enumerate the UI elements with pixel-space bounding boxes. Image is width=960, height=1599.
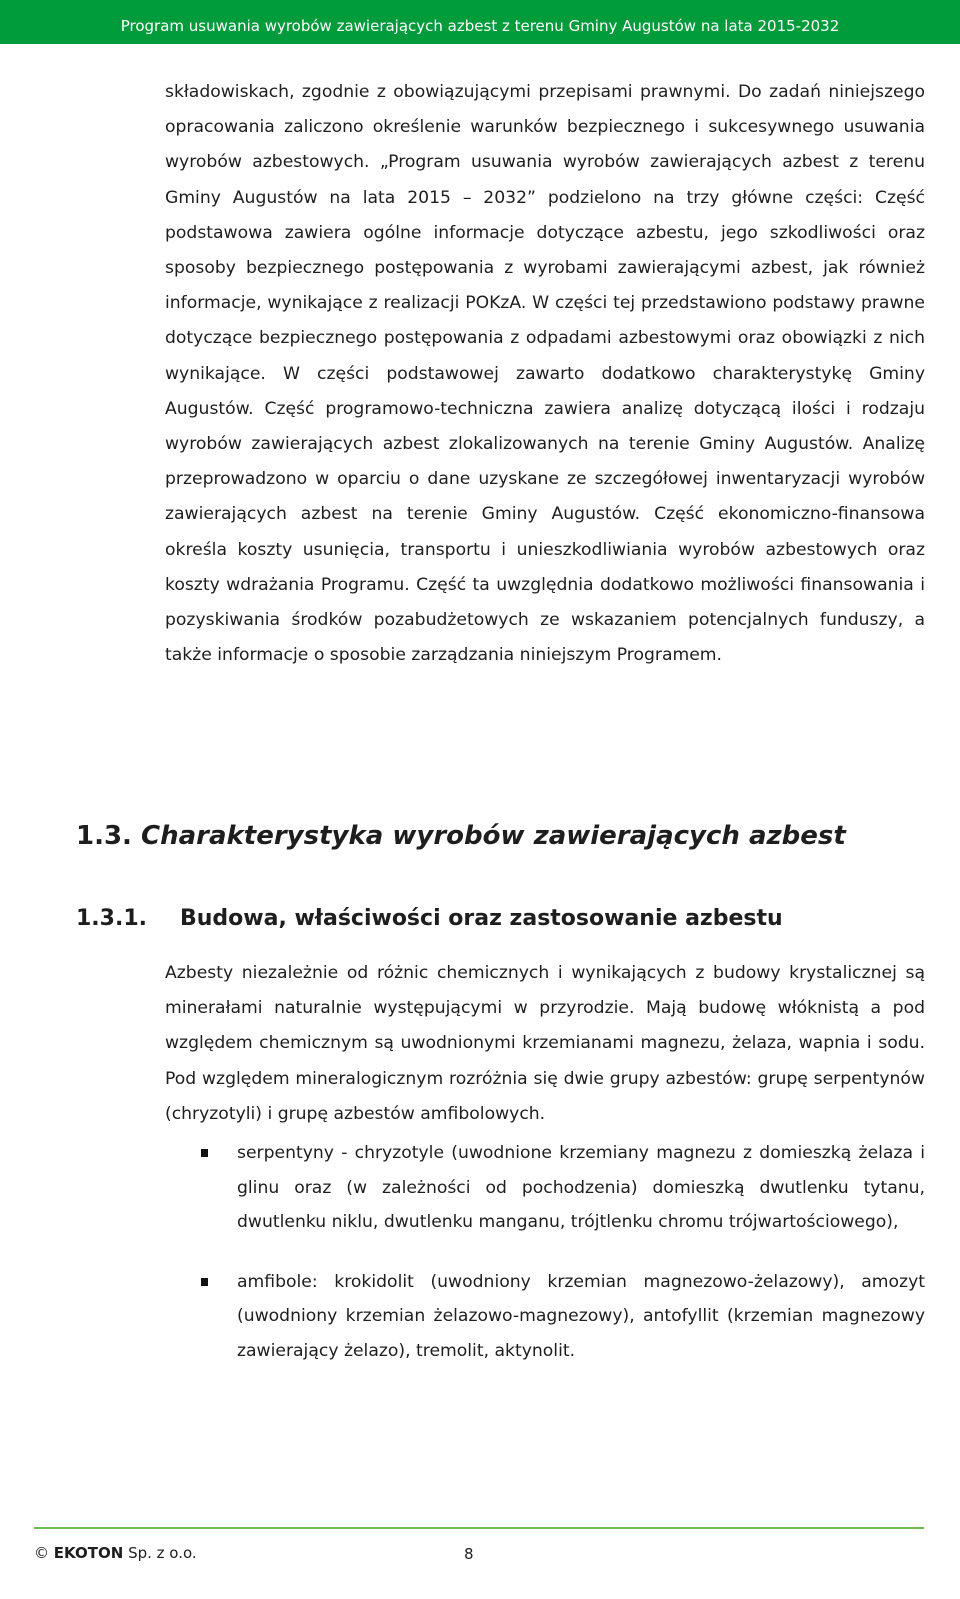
header-title: Program usuwania wyrobów zawierających azbest z terenu Gminy Augustów na lata 2015-2032 <box>120 17 840 35</box>
asbestos-groups-list <box>165 1136 925 1369</box>
section-number: 1.3. <box>76 821 132 851</box>
subsection-title: Budowa, właściwości oraz zastosowanie azbestu <box>180 906 783 931</box>
square-bullet-icon <box>201 1278 208 1286</box>
page-number: 8 <box>464 1545 474 1563</box>
square-bullet-icon <box>201 1149 208 1157</box>
company-name: EKOTON <box>53 1544 124 1562</box>
footer-divider <box>34 1527 924 1529</box>
list-item-text: amfibole: krokidolit (uwodniony krzemian magnezowo-żelazowy), amozyt (uwodniony krzemian żelazowo-magnezowy), antofyllit (krzemian magnezowy zawierający żelazo), tremolit, aktynolit. <box>237 1271 925 1361</box>
document-header <box>0 0 960 44</box>
list-item-text: serpentyny - chryzotyle (uwodnione krzemiany magnezu z domieszką żelaza i glinu oraz (w zależności od pochodzenia) domieszką dwutlenku tytanu, dwutlenku niklu, dwutlenku manganu, trójtlenku chromu trójwartościowego), <box>237 1143 925 1233</box>
subsection-heading <box>76 903 783 935</box>
body-paragraph-intro: składowiskach, zgodnie z obowiązującymi przepisami prawnymi. Do zadań niniejszego opracowania zaliczono określenie warunków bezpiecznego i sukcesywnego usuwania wyrobów azbestowych. „Program usuwania wyrobów zawierających azbest z terenu Gminy Augustów na lata 2015 – 2032” podzielono na trzy główne części: Część podstawowa zawiera ogólne informacje dotyczące azbestu, jego szkodliwości oraz sposoby bezpiecznego postępowania z wyrobami zawierającymi azbest, jak również informacje, wynikające z realizacji POKzA. W części tej przedstawiono podstawy prawne dotyczące bezpiecznego postępowania z odpadami azbestowymi oraz obowiązki z nich wynikające. W części podstawowej zawarto dodatkowo charakterystykę Gminy Augustów. Część programowo-techniczna zawiera analizę dotyczącą ilości i rodzaju wyrobów zawierających azbest zlokalizowanych na terenie Gminy Augustów. Analizę przeprowadzono w oparciu o dane uzyskane ze szczegółowej inwentaryzacji wyrobów zawierających azbest na terenie Gminy Augustów. Część ekonomiczno-finansowa określa koszty usunięcia, transportu i unieszkodliwiania wyrobów azbestowych oraz koszty wdrażania Programu. Część ta uwzględnia dodatkowo możliwości finansowania i pozyskiwania środków pozabudżetowych ze wskazaniem potencjalnych funduszy, a także informacje o sposobie zarządzania niniejszym Programem. <box>165 82 925 666</box>
body-paragraph-asbestos: Azbesty niezależnie od różnic chemicznych i wynikających z budowy krystalicznej są minerałami naturalnie występującymi w przyrodzie. Mają budowę włóknistą a pod względem chemicznym są uwodnionymi krzemianami magnezu, żelaza, wapnia i sodu. Pod względem mineralogicznym rozróżnia się dwie grupy azbestów: grupę serpentynów (chryzotyli) i grupę azbestów amfibolowych. <box>165 963 925 1124</box>
list-item <box>165 1136 925 1240</box>
subsection-number: 1.3.1. <box>76 906 147 931</box>
footer-company <box>34 1540 197 1566</box>
company-suffix: Sp. z o.o. <box>128 1544 197 1562</box>
section-heading <box>76 818 846 854</box>
section-title: Charakterystyka wyrobów zawierających azbest <box>141 821 846 851</box>
copyright-icon: © <box>34 1544 49 1562</box>
list-item <box>165 1265 925 1369</box>
